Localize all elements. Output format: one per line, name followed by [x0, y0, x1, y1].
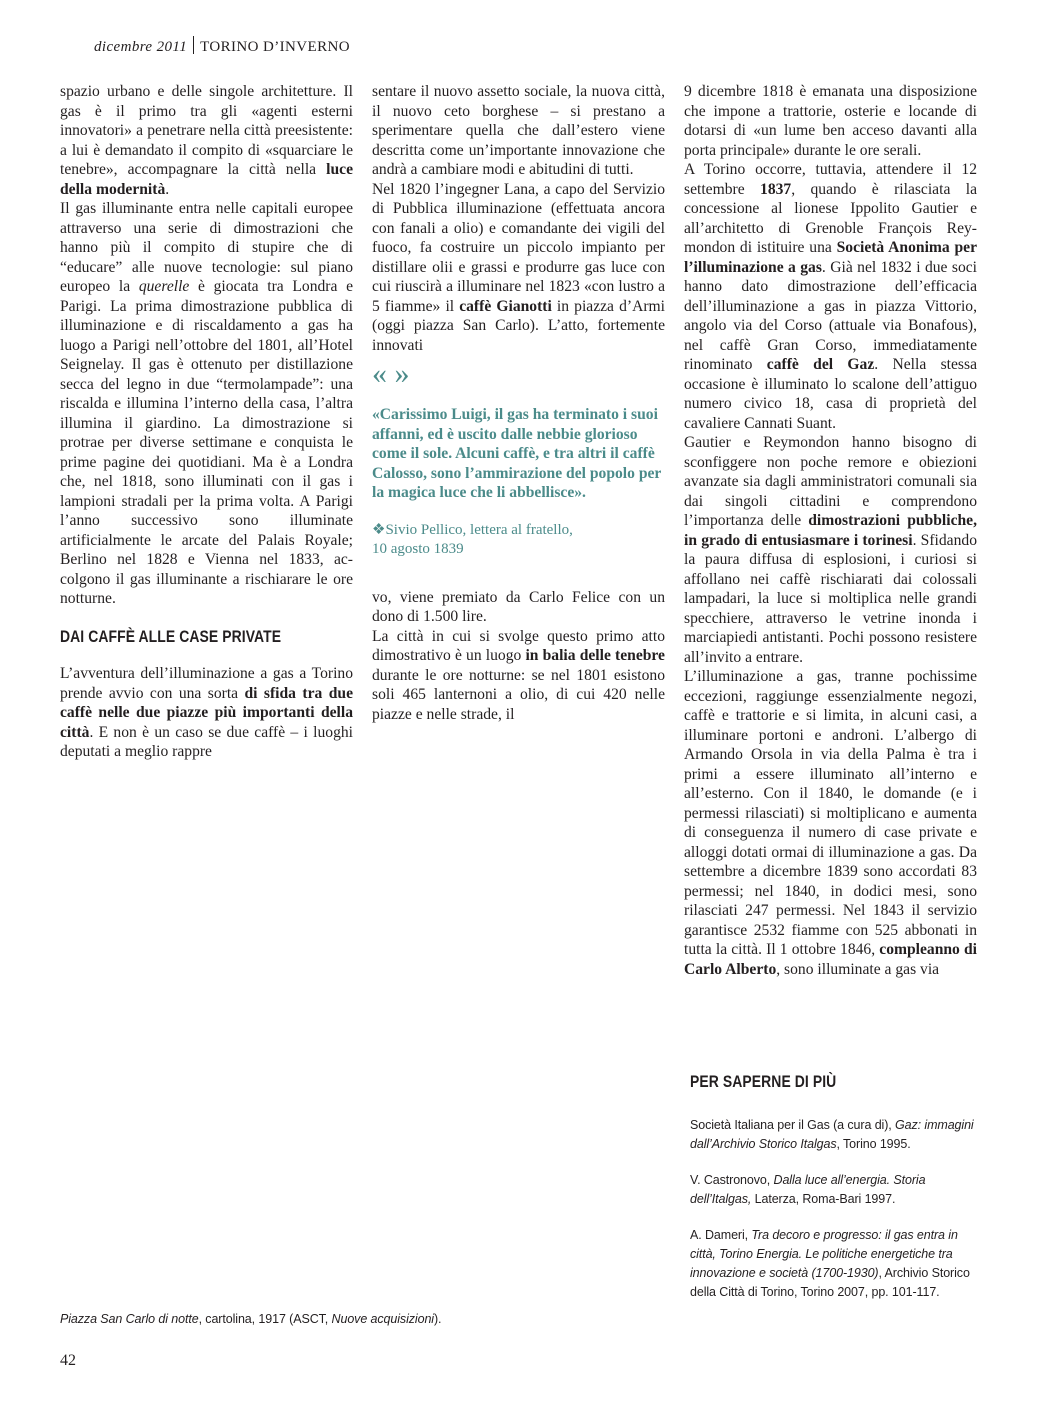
italic-text: querelle — [138, 278, 190, 295]
italic-text: Gaz: immagini dall’Archivio Storico Italgas — [690, 1118, 974, 1151]
image-caption — [60, 1312, 441, 1326]
paragraph — [60, 664, 353, 762]
bibliography-entry — [690, 1171, 975, 1209]
paragraph — [372, 627, 665, 725]
paragraph — [684, 667, 977, 979]
text-run: Società Italiana per il Gas (a cura di), — [690, 1118, 896, 1132]
bold-text: dimostrazioni pubbliche, in grado di entusiasmare i torinesi — [684, 512, 977, 549]
italic-text: Tra decoro e progresso: il gas entra in città, Torino Energia. Le politiche energetiche tra innovazione e società (1700-1930) — [690, 1228, 958, 1280]
italic-text: Piazza San Carlo di notte — [60, 1312, 199, 1326]
quote-text: «Carissimo Luigi, il gas ha terminato i suoi affanni, ed è uscito dalle nebbie glorioso come il sole. Alcuni caffè, e tra altri il caffè Calosso, sono l’ammirazione del popolo per la magica luce che li abbellisce». — [372, 406, 662, 502]
pull-quote — [372, 359, 665, 560]
bold-text: compleanno di Carlo Alberto — [684, 941, 977, 978]
issue-date: dicembre 2011 — [94, 39, 188, 55]
fleuron-icon: ❖ — [372, 521, 386, 538]
text-run: L’avventura dell’illuminazione a gas a Torino prende avvio con una sorta — [60, 665, 353, 702]
further-reading-heading: PER SAPERNE DI PIÙ — [690, 1072, 837, 1091]
text-run: A Torino occorre, tuttavia, attendere il 12 settembre — [684, 161, 977, 198]
bold-text: in balia delle tenebre — [525, 647, 665, 665]
text-run: , Archivio Storico della Città di Torino, Torino 2007, pp. 101-117. — [690, 1266, 970, 1299]
quote-attribution — [372, 521, 665, 560]
bibliography-entry — [690, 1226, 975, 1302]
text-run: , Torino 1995. — [836, 1137, 911, 1151]
text-run: vo, viene premiato da Carlo Felice con un dono di 1.500 lire. — [372, 588, 665, 626]
bold-text: caffè Gianotti — [459, 297, 552, 315]
quote-marks-icon: « » — [372, 357, 410, 390]
text-run: Gautier e Reymondon hanno bisogno di sconfiggere non poche remore e obiezioni avanzate sia dagli amministratori comunali sia dai singoli cittadini e comprendono l’importanza delle — [684, 434, 977, 529]
paragraph — [372, 588, 665, 627]
bold-text: Società Anonima per l’illuminazione a gas — [684, 239, 977, 276]
bibliography-entry — [690, 1116, 975, 1154]
text-run: durante le ore notturne: se nel 1801 esistono soli 465 lanternoni a olio, di cui 420 nelle piazze e nelle strade, il — [372, 666, 665, 723]
text-run: 9 dicembre 1818 è emanata una disposizione che impone a trattorie, osterie e locande di dotarsi di «un lume ben acceso davanti alla porta principale» durante le ore serali. — [684, 83, 977, 159]
text-column-2 — [372, 82, 665, 724]
bold-text: luce della modernità — [60, 161, 353, 198]
text-run: . Sfidando la paura diffusa di esplosioni, i curiosi si affollano nei caffè rischiarati dai colossali lampadari, la luce si moltiplica nelle grandi specchiere, attraverso le vetrine inonda i marciapiedi antistanti. Pochi possono resistere all’invito a entrare. — [684, 531, 977, 666]
paragraph — [684, 433, 977, 667]
text-run: La città in cui si svolge questo primo atto dimostrativo è un luogo — [372, 627, 665, 665]
text-run: Il gas illuminante entra nelle capitali europee attraverso una serie di dimostrazioni che hanno più il compito di stupire che di “educare” alle nuove tecnologie: sul piano europeo la — [60, 200, 353, 295]
bold-text: di sfida tra due caffè nelle due piazze più importanti della città — [60, 684, 353, 741]
text-run: spazio urbano e delle singole architetture. Il gas è il primo tra gli «agenti esterni innovatori» a penetrare nella città preesistente: a lui è demandato il compito di «squarciare le tenebre», accompagnare la città nella — [60, 83, 353, 178]
paragraph — [684, 160, 977, 433]
bold-text: 1837 — [760, 180, 792, 198]
text-run: in piazza d’Armi (oggi piazza San Carlo). L’atto, fortemente innovati — [372, 297, 665, 354]
text-column-3 — [684, 82, 977, 979]
italic-text: Nuove acquisizioni — [331, 1312, 434, 1326]
page-number: 42 — [60, 1352, 76, 1369]
text-run: Nel 1820 l’ingegner Lana, a capo del Servizio di Pubblica illuminazione (effettuata ancora con fanali a olio) e comandante dei vigili del fuoco, fa costruire un piccolo impianto per distillare olii e grassi e produrre gas luce con cui riuscirà a illuminare nel 1823 «con lustro a 5 fiamme» il — [372, 180, 665, 315]
paragraph — [60, 199, 353, 609]
paragraph — [372, 82, 665, 180]
quote-attribution-date: 10 agosto 1839 — [372, 541, 464, 558]
text-run: Laterza, Roma-Bari 1997. — [751, 1192, 896, 1206]
text-run: sentare il nuovo assetto sociale, la nuova città, il nuovo ceto borghese – si prestano a sperimentare quella che dall’estero viene descritta come un’importante innovazione che andrà a cambiare modi e abitudini di tutti. — [372, 83, 665, 178]
text-run: . — [165, 180, 170, 198]
paragraph — [60, 82, 353, 199]
text-run: , cartolina, 1917 (ASCT, — [198, 1312, 332, 1326]
magazine-title: TORINO D’INVERNO — [200, 39, 350, 55]
paragraph — [684, 82, 977, 160]
section-heading: DAI CAFFÈ ALLE CASE PRIVATE — [60, 626, 282, 646]
text-run: V. Castronovo, — [690, 1173, 774, 1187]
further-reading-box — [690, 1072, 975, 1319]
quote-attribution-line: Sivio Pellico, lettera al fratello, — [385, 521, 573, 538]
paragraph — [372, 180, 665, 356]
bold-text: caffè del Gaz — [766, 356, 875, 373]
text-run: è giocata tra Londra e Parigi. La prima dimostrazione pubblica di illuminazione e di riscaldamento a gas ha luogo a Parigi nell’ottobre del 1801, all’Hotel Seignelay. Il gas è ottenuto per distillazione secca del legno in due “termolampade”: una riscalda e illumina l’interno della casa, l’altra illumina il giardino. La dimostrazione si protrae per diverse settimane e conquista le prime pagine dei quotidiani. Ma è a Londra che, nel 1818, sono illuminati con il gas i lampioni stradali per la prima volta. A Parigi l’anno successivo sono illuminate artificialmente le arcate del Palais Royale; Berlino nel 1828 e Vienna nel 1833, accolgono il gas illuminante a rischiarare le ore notturne. — [60, 278, 353, 607]
italic-text: Dalla luce all’energia. Storia dell’Italgas, — [690, 1173, 926, 1206]
text-run: . Già nel 1832 i due soci hanno dato dimostrazione dell’efficacia dell’illuminazione a gas in piazza Vittorio, angolo via del Corso (attuale via Bonafous), nel caffè Gran Corso, immediatamente rinominato — [684, 258, 978, 373]
text-run: . Nella stessa occasione è illuminato lo scalone dell’attiguo numero civico 18, casa di proprietà del cavaliere Cannati Suant. — [684, 356, 977, 432]
text-column-1 — [60, 82, 353, 762]
text-run: , quando è rilasciata la concessione al lionese Ippolito Gautier e all’architetto di Grenoble François Reymondon di istituire una — [684, 180, 978, 256]
text-run: L’illuminazione a gas, tranne pochissime eccezioni, raggiunge essenzialmente negozi, caffè e trattorie e si limita, in alcuni casi, a illuminare portoni e androni. L’albergo di Armando Orsola in via della Palma è tra i primi a essere illuminato all’interno e all’esterno. Con il 1840, le domande (e i permessi rilasciati) si moltiplicano e aumenta di conseguenza il numero di case private e alloggi dotati ormai di illuminazione a gas. Da settembre a dicembre 1839 sono accordati 83 permessi; nel 1840, in dodici mesi, sono rilasciati 247 permessi. Nel 1843 il servizio garantisce 2532 fiamme con 525 abbonati in tutta la città. Il 1 ottobre 1846, — [684, 668, 977, 958]
text-run: ). — [433, 1312, 442, 1326]
text-run: , sono illuminate a gas via — [776, 960, 940, 978]
text-run: . E non è un caso se due caffè – i luoghi deputati a meglio rappre — [60, 723, 353, 760]
header-divider — [193, 36, 194, 54]
running-header — [94, 36, 350, 56]
text-run: A. Dameri, — [690, 1228, 752, 1242]
